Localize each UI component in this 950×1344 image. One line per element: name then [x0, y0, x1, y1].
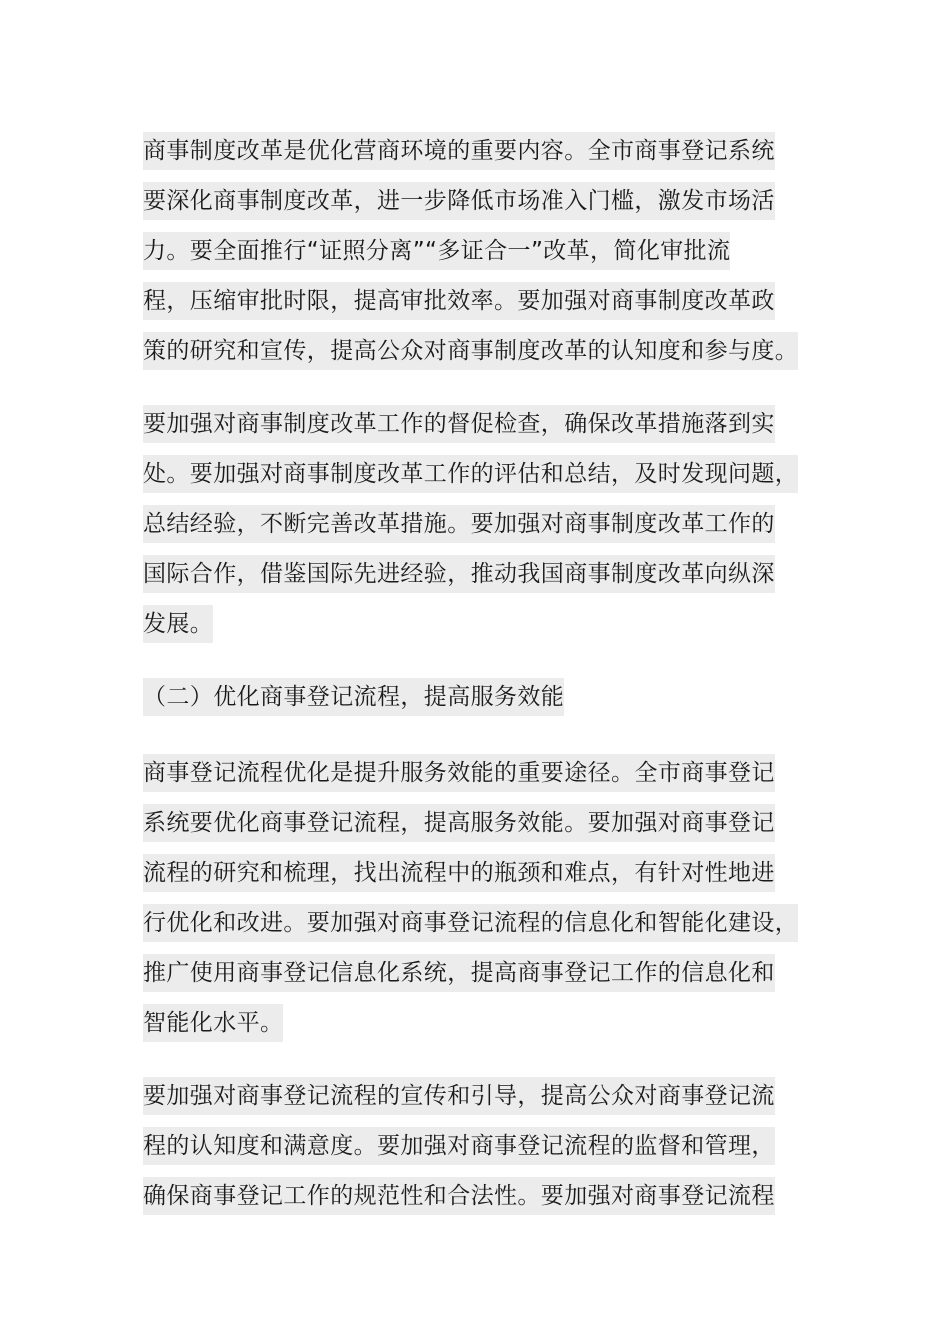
paragraph-4: [143, 1071, 775, 1221]
paragraph-3: [143, 748, 798, 1048]
text-line: 商事登记流程优化是提升服务效能的重要途径。全市商事登记: [143, 748, 798, 798]
text-line: 要加强对商事制度改革工作的督促检查，确保改革措施落到实: [143, 399, 798, 449]
text-line: 程的认知度和满意度。要加强对商事登记流程的监督和管理，: [143, 1121, 775, 1171]
text-line: 力。要全面推行“证照分离”“多证合一”改革，简化审批流: [143, 226, 798, 276]
text-line: 处。要加强对商事制度改革工作的评估和总结，及时发现问题，: [143, 449, 798, 499]
text-line: 系统要优化商事登记流程，提高服务效能。要加强对商事登记: [143, 798, 798, 848]
text-line: 流程的研究和梳理，找出流程中的瓶颈和难点，有针对性地进: [143, 848, 798, 898]
text-line: 总结经验，不断完善改革措施。要加强对商事制度改革工作的: [143, 499, 798, 549]
text-line: 国际合作，借鉴国际先进经验，推动我国商事制度改革向纵深: [143, 549, 798, 599]
text-line: 确保商事登记工作的规范性和合法性。要加强对商事登记流程: [143, 1171, 775, 1221]
text-line: 智能化水平。: [143, 998, 798, 1048]
paragraph-1: [143, 126, 798, 376]
text-line: 商事制度改革是优化营商环境的重要内容。全市商事登记系统: [143, 126, 798, 176]
heading-line: （二）优化商事登记流程，提高服务效能: [143, 672, 564, 722]
text-line: 推广使用商事登记信息化系统，提高商事登记工作的信息化和: [143, 948, 798, 998]
text-line: 行优化和改进。要加强对商事登记流程的信息化和智能化建设，: [143, 898, 798, 948]
section-heading: [143, 672, 564, 722]
text-line: 程，压缩审批时限，提高审批效率。要加强对商事制度改革政: [143, 276, 798, 326]
text-line: 要加强对商事登记流程的宣传和引导，提高公众对商事登记流: [143, 1071, 775, 1121]
text-line: 要深化商事制度改革，进一步降低市场准入门槛，激发市场活: [143, 176, 798, 226]
text-line: 发展。: [143, 599, 798, 649]
paragraph-2: [143, 399, 798, 649]
text-line: 策的研究和宣传，提高公众对商事制度改革的认知度和参与度。: [143, 326, 798, 376]
